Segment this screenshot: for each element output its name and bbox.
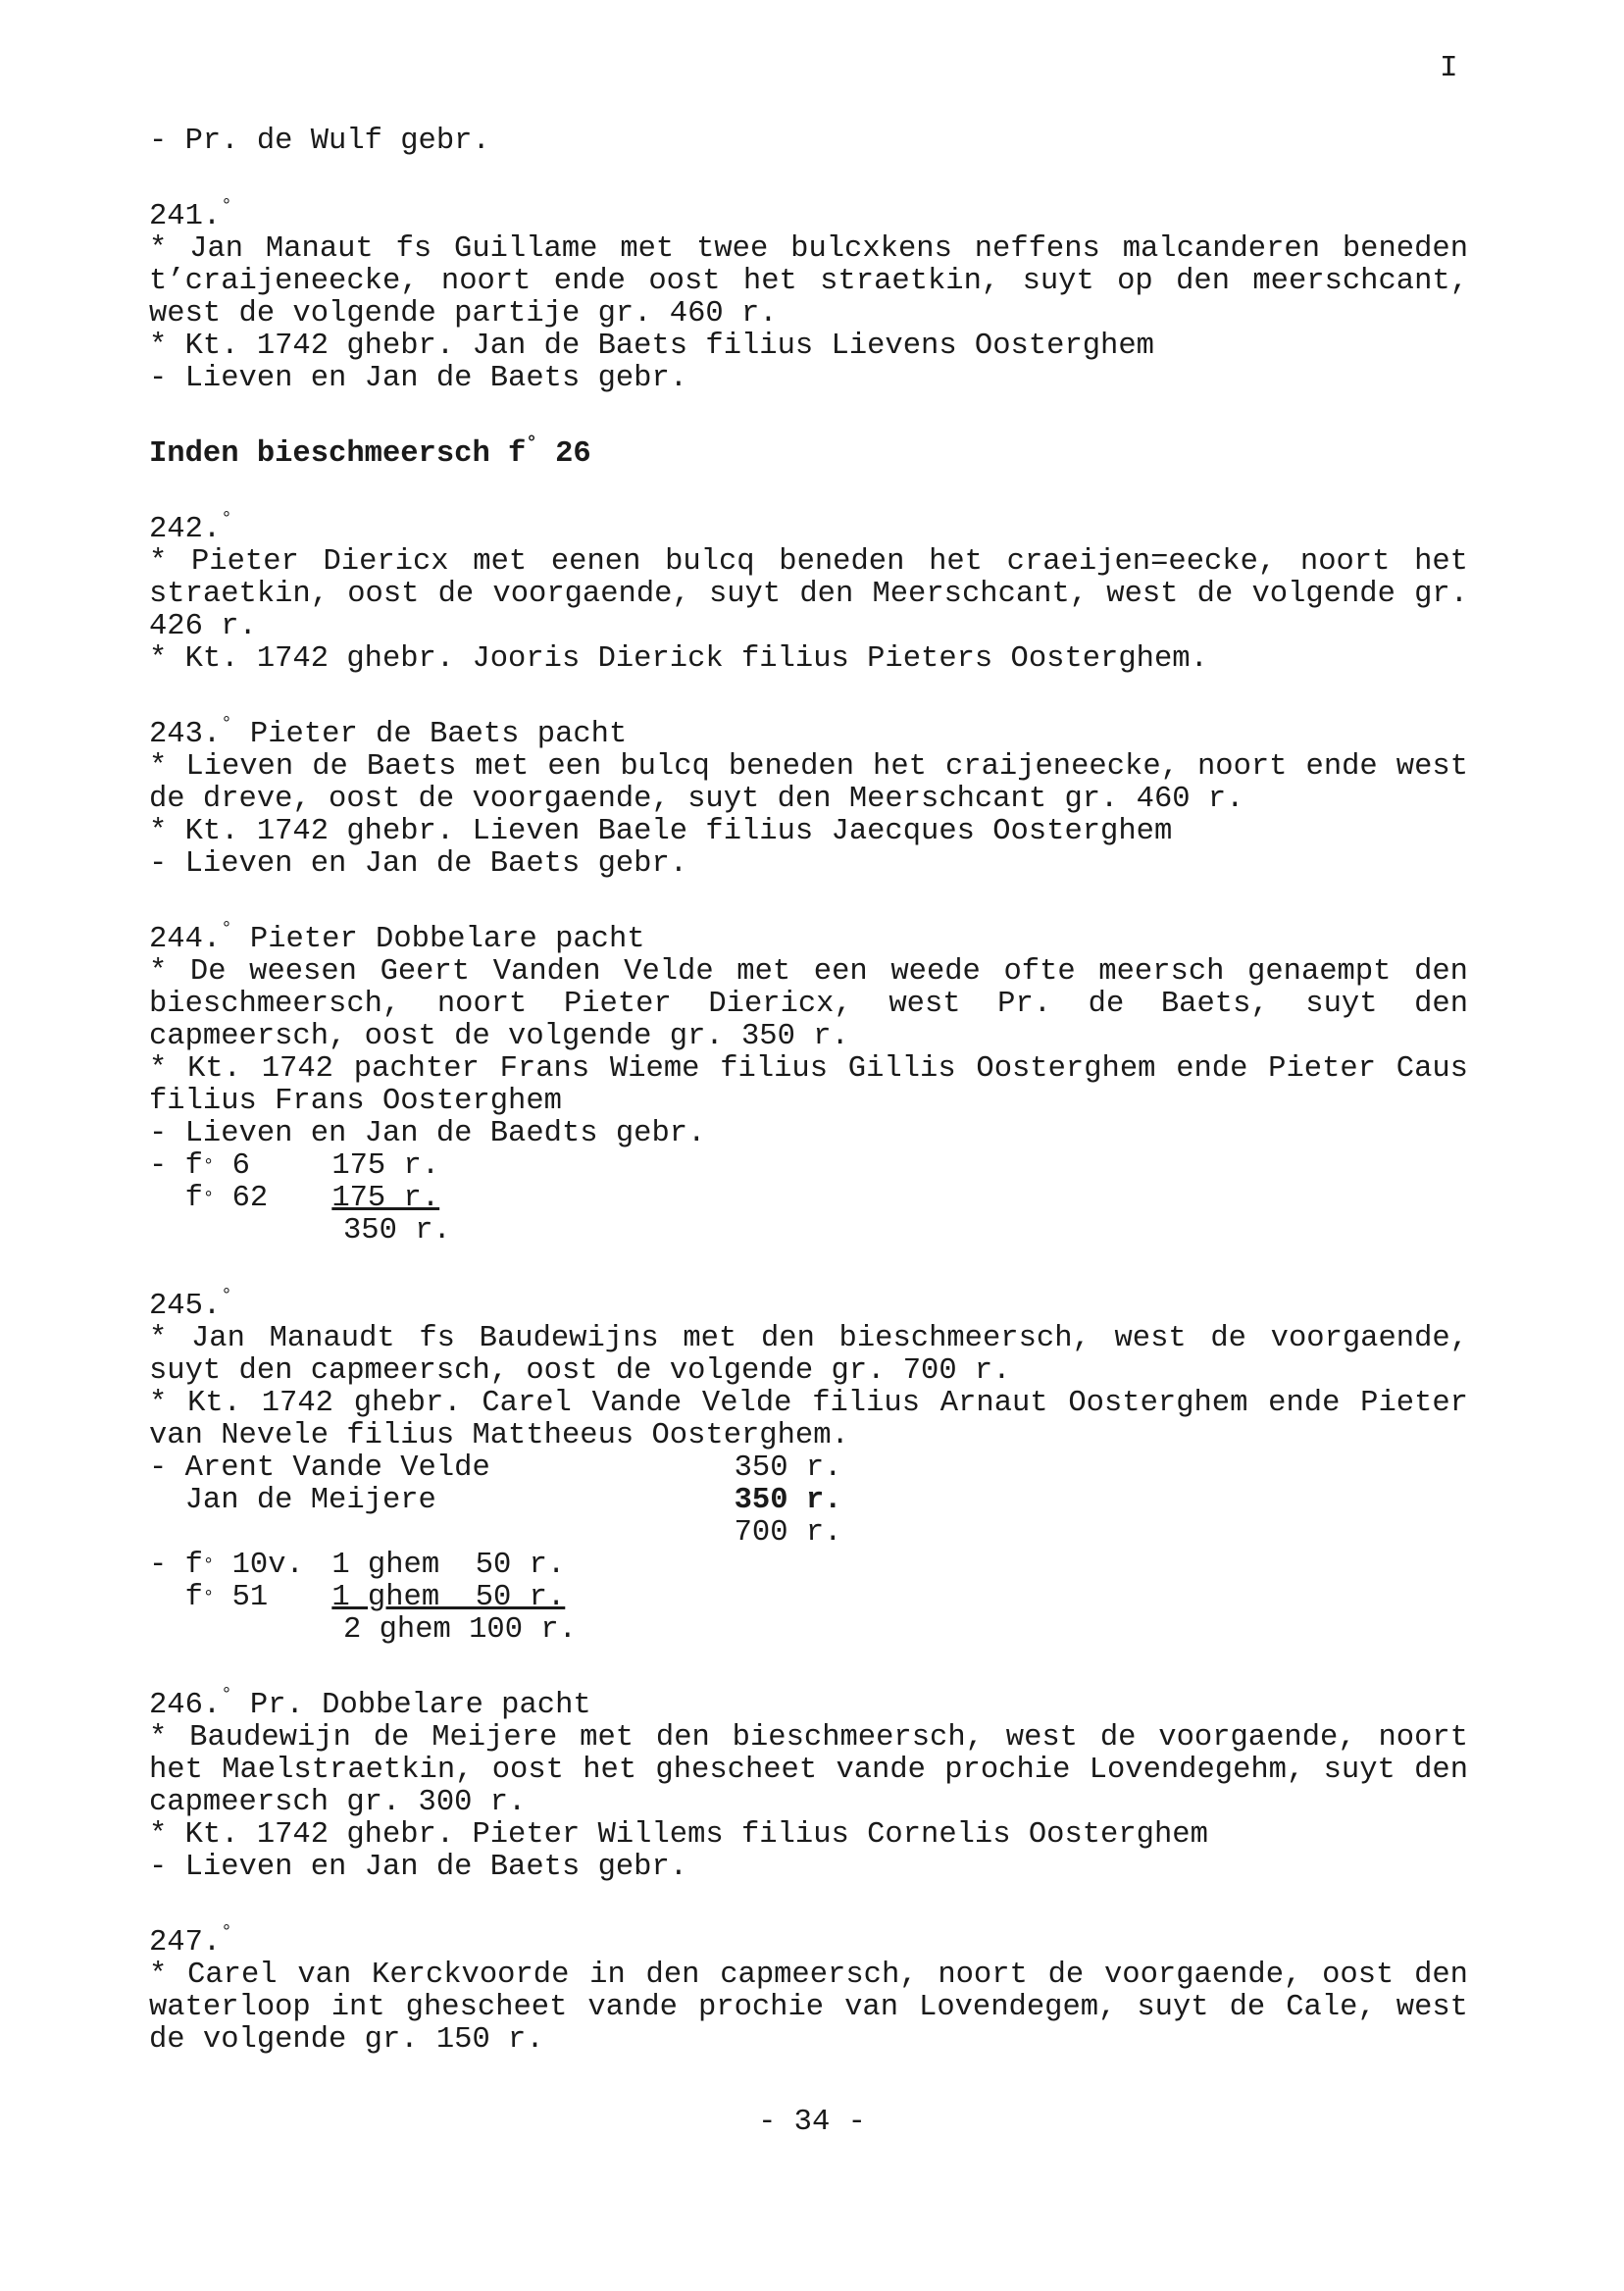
entry-number: 243.° Pieter de Baets pacht (149, 713, 628, 751)
folio-row: - f ° 6 175 r. (149, 1149, 440, 1183)
entry-kadaster: * Kt. 1742 ghebr. Pieter Willems filius Cornelis Oosterghem (149, 1818, 1208, 1852)
entry-245 (149, 1280, 1468, 1647)
entry-247 (149, 1916, 1468, 2057)
folio-row: f ° 51 1 ghem 50 r. (184, 1581, 566, 1614)
entry-244 (149, 913, 1468, 1247)
entry-users: - Lieven en Jan de Baets gebr. (149, 847, 688, 881)
entry-description: * De weesen Geert Vanden Velde met een weede ofte meersch genaempt den bieschmeersch, noort Pieter Diericx, west Pr. de Baets, suyt den capmeersch, oost de volgende gr. 350 r. (149, 955, 1468, 1053)
entry-description: * Jan Manaudt fs Baudewijns met den bieschmeersch, west de voorgaende, suyt den capmeersch, oost de volgende gr. 700 r. (149, 1322, 1468, 1388)
folio-row: f ° 62 175 r. (184, 1182, 440, 1215)
entry-description: * Baudewijn de Meijere met den bieschmeersch, west de voorgaende, noort het Maelstraetkin, oost het ghescheet vande prochie Lovendegehm, suyt den capmeersch gr. 300 r. (149, 1721, 1468, 1819)
owner-total: 700 r. (734, 1516, 842, 1550)
entry-number: 244.° Pieter Dobbelare pacht (149, 918, 645, 956)
entry-kadaster: * Kt. 1742 ghebr. Carel Vande Velde filius Arnaut Oosterghem ende Pieter van Nevele filius Mattheeus Oosterghem. (149, 1387, 1468, 1452)
entry-241 (149, 190, 1468, 395)
entry-number: 246.° Pr. Dobbelare pacht (149, 1684, 591, 1722)
entry-description: * Lieven de Baets met een bulcq beneden het craijeneecke, noort ende west de dreve, oost de voorgaende, suyt den Meerschcant gr. 460 r. (149, 750, 1468, 816)
entry-kadaster: * Kt. 1742 pachter Frans Wieme filius Gillis Oosterghem ende Pieter Caus filius Frans Oosterghem (149, 1052, 1468, 1118)
folio-row: - f ° 10v. 1 ghem 50 r. (149, 1549, 566, 1582)
entry-description: * Pieter Diericx met eenen bulcq beneden het craeijen=eecke, noort het straetkin, oost de voorgaende, suyt den Meerschcant, west de volgende gr. 426 r. (149, 545, 1468, 643)
corner-mark: I (1440, 51, 1458, 85)
entry-246 (149, 1679, 1468, 1884)
entry-kadaster: * Kt. 1742 ghebr. Lieven Baele filius Jaecques Oosterghem (149, 815, 1173, 848)
entry-description: * Jan Manaut fs Guillame met twee bulcxkens neffens malcanderen beneden t’craijeneecke, noort ende oost het straetkin, suyt op den meerschcant, west de volgende partije gr. 460 r. (149, 232, 1468, 331)
document-body (149, 126, 1468, 2057)
entry-kadaster: * Kt. 1742 ghebr. Jan de Baets filius Lievens Oosterghem (149, 330, 1154, 363)
page-number: - 34 - (758, 2106, 866, 2139)
owner-row: - Arent Vande Velde 350 r. (149, 1451, 842, 1485)
entry-number: 241.° (149, 195, 232, 233)
entry-description: * Carel van Kerckvoorde in den capmeersch, noort de voorgaende, oost den waterloop int ghescheet vande prochie van Lovendegem, suyt de Cale, west de volgende gr. 150 r. (149, 1959, 1468, 2057)
entry-users: - Lieven en Jan de Baedts gebr. (149, 1117, 706, 1150)
entry-number: 242.° (149, 508, 232, 546)
section-heading: Inden bieschmeersch f° 26 (149, 433, 591, 471)
folio-total: 350 r. (343, 1214, 451, 1247)
entry-243 (149, 708, 1468, 881)
entry-242 (149, 503, 1468, 676)
entry-number: 247.° (149, 1921, 232, 1960)
owner-row: Jan de Meijere 350 r. (184, 1484, 842, 1517)
entry-users: - Lieven en Jan de Baets gebr. (149, 362, 688, 395)
continuation-line: - Pr. de Wulf gebr. (149, 125, 490, 158)
entry-users: - Lieven en Jan de Baets gebr. (149, 1851, 688, 1884)
folio-total: 2 ghem 100 r. (343, 1613, 577, 1647)
entry-number: 245.° (149, 1285, 232, 1323)
entry-kadaster: * Kt. 1742 ghebr. Jooris Dierick filius Pieters Oosterghem. (149, 642, 1208, 676)
